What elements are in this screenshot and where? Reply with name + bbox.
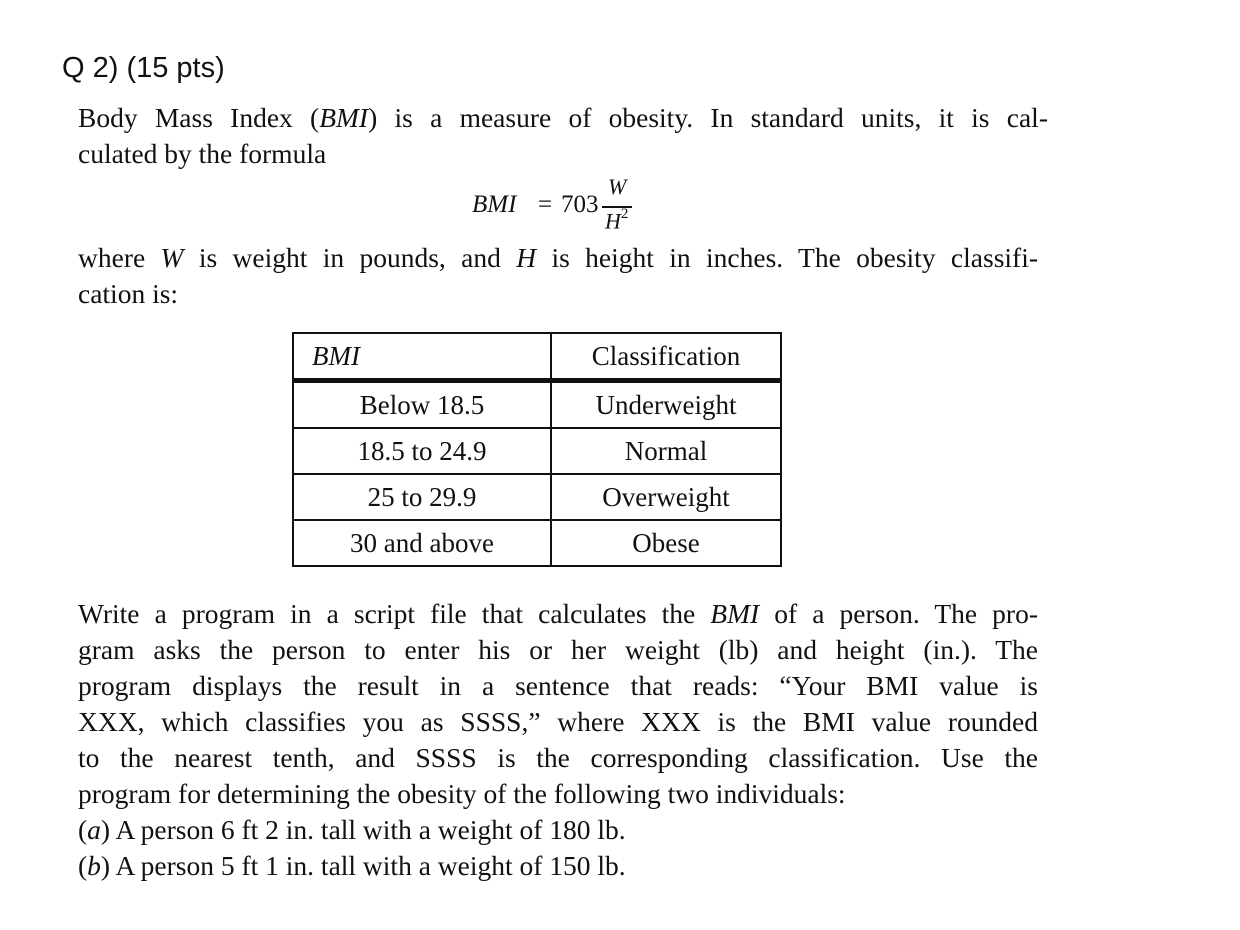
- classification-cell: Underweight: [551, 381, 781, 429]
- task-line-4: XXX, which classifies you as SSSS,” where XXX is the BMI value rounded: [78, 706, 1038, 737]
- bmi-classification-table: [292, 332, 782, 567]
- header-bmi: BMI: [293, 333, 551, 381]
- header-classification: Classification: [551, 333, 781, 381]
- bmi-term: BMI: [710, 598, 760, 629]
- formula-coefficient: 703: [561, 191, 599, 218]
- task-line-5: to the nearest tenth, and SSSS is the corresponding classification. Use the: [78, 742, 1038, 773]
- list-item: (b) A person 5 ft 1 in. tall with a weight of 150 lb.: [78, 850, 626, 881]
- definition-line-2: cation is:: [78, 278, 179, 309]
- classification-cell: Overweight: [551, 474, 781, 520]
- bmi-range-cell: 30 and above: [293, 520, 551, 566]
- definition-paragraph: [78, 240, 1038, 312]
- table-row: [293, 428, 781, 474]
- classification-cell: Obese: [551, 520, 781, 566]
- height-variable: H: [516, 242, 537, 273]
- intro-line-1: Body Mass Index (BMI) is a measure of obesity. In standard units, it is cal-: [78, 102, 1048, 133]
- formula-equals: =: [538, 191, 553, 218]
- bmi-range-cell: Below 18.5: [293, 381, 551, 429]
- classification-cell: Normal: [551, 428, 781, 474]
- bmi-term: BMI: [319, 102, 369, 133]
- question-title: Q 2) (15 pts): [62, 52, 225, 84]
- list-item: (a) A person 6 ft 2 in. tall with a weight of 180 lb.: [78, 814, 626, 845]
- formula-numerator: W: [608, 174, 627, 199]
- task-line-3: program displays the result in a sentence that reads: “Your BMI value is: [78, 670, 1038, 701]
- item-label: a: [87, 814, 101, 845]
- definition-line-1: where W is weight in pounds, and H is height in inches. The obesity classifi-: [78, 242, 1038, 273]
- weight-variable: W: [160, 242, 184, 273]
- task-line-1: Write a program in a script file that calculates the BMI of a person. The pro-: [78, 598, 1038, 629]
- table-header-row: [293, 333, 781, 381]
- table-row: [293, 520, 781, 566]
- formula-denominator: $H^2$: [605, 206, 629, 234]
- task-line-2: gram asks the person to enter his or her weight (lb) and height (in.). The: [78, 634, 1038, 665]
- item-label: b: [87, 850, 101, 881]
- table-row: [293, 381, 781, 429]
- formula-lhs: BMI: [472, 191, 517, 218]
- bmi-range-cell: 18.5 to 24.9: [293, 428, 551, 474]
- formula-exponent: 2: [620, 206, 629, 222]
- intro-line-2: culated by the formula: [78, 138, 327, 169]
- table-row: [293, 474, 781, 520]
- task-line-6: program for determining the obesity of the following two individuals:: [78, 778, 846, 809]
- task-paragraph: [78, 596, 1038, 884]
- bmi-range-cell: 25 to 29.9: [293, 474, 551, 520]
- intro-paragraph: [78, 100, 1048, 172]
